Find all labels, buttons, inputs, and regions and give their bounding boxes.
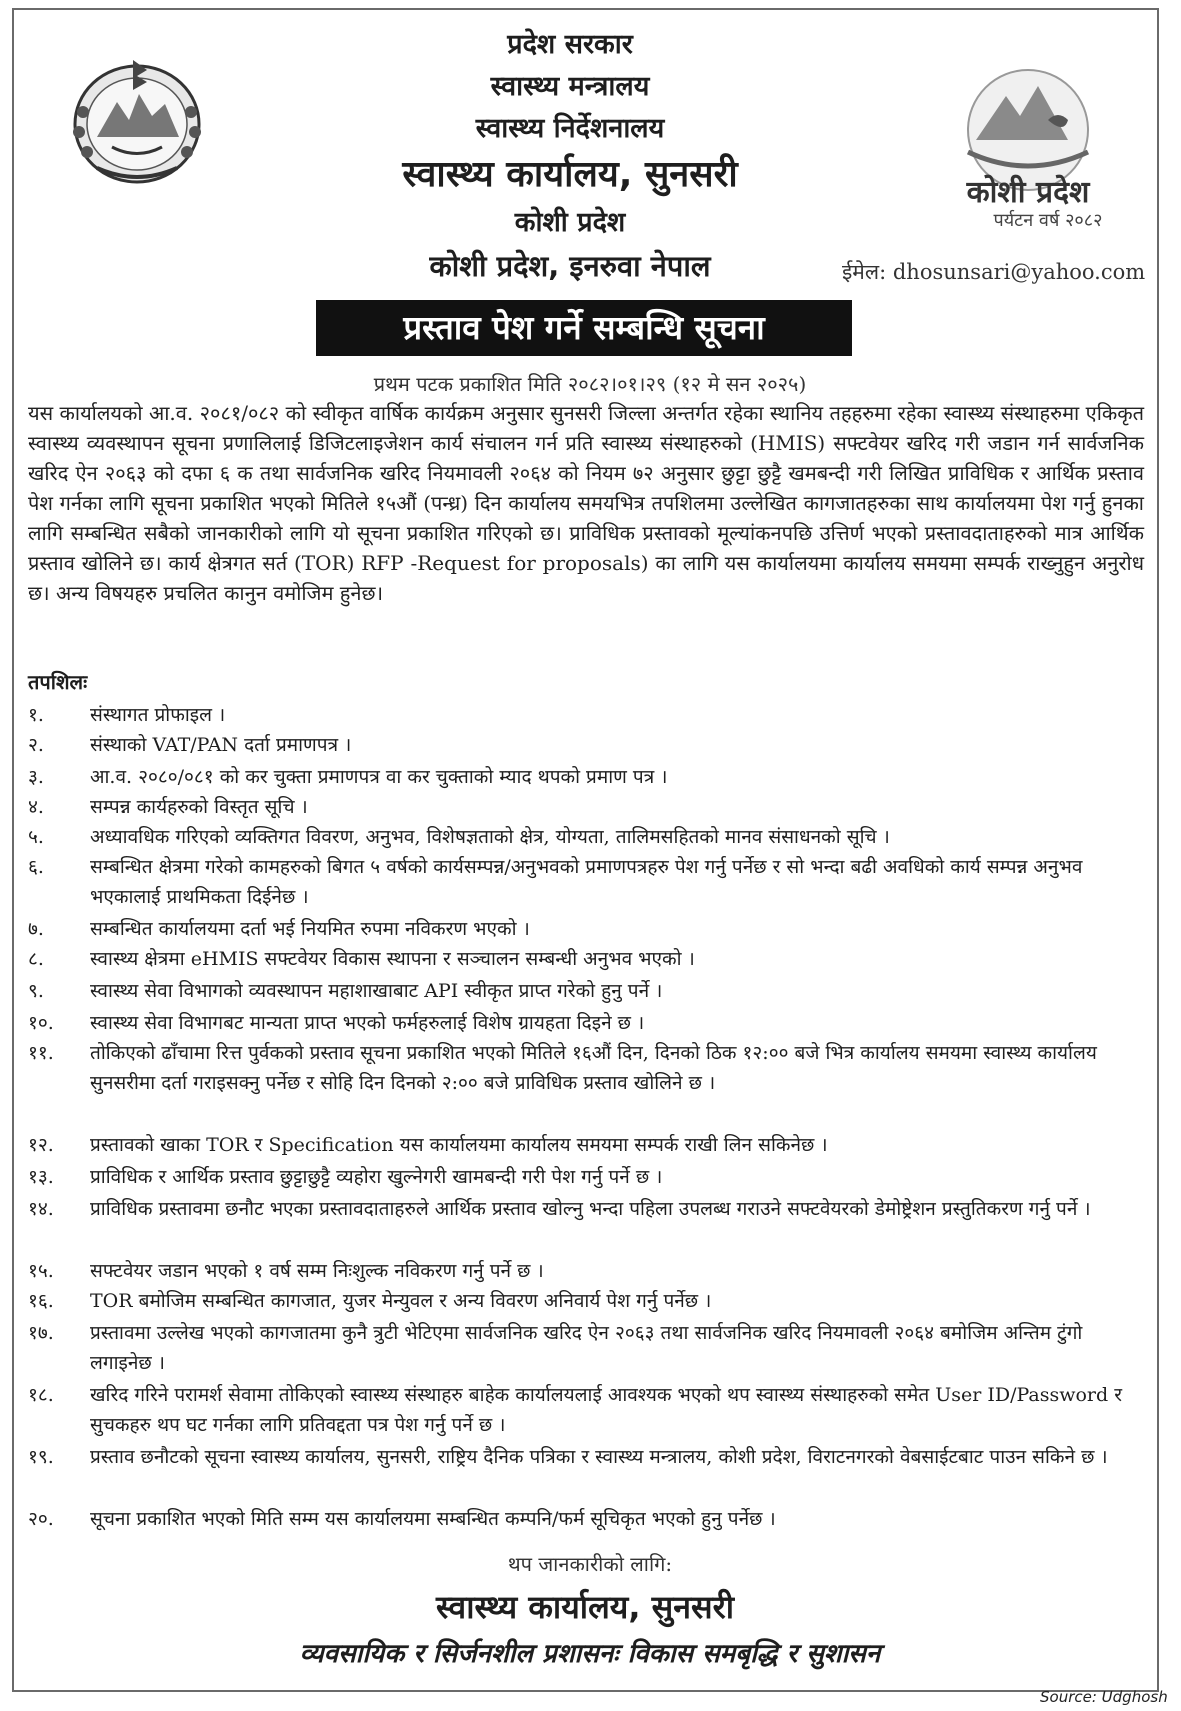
item-text: स्वास्थ्य सेवा विभागबट मान्यता प्राप्त भएको फर्महरुलाई विशेष ग्रायहता दिइने छ । (90, 1012, 645, 1034)
more-info-label: थप जानकारीको लागि: (507, 1552, 673, 1576)
item-text: प्राविधिक र आर्थिक प्रस्ताव छुट्टाछुट्टै व्यहोरा खुल्नेगरी खामबन्दी गरी पेश गर्नु पर्ने छ । (90, 1166, 663, 1188)
item-number: २०. (28, 1508, 54, 1530)
notice-body: यस कार्यालयको आ.व. २०८१/०८२ को स्वीकृत वार्षिक कार्यक्रम अनुसार सुनसरी जिल्ला अन्तर्गत रहेका स्थानिय तहहरुमा रहेका स्वास्थ्य संस्थाहरुमा एकिकृत स्वास्थ्य व्यवस्थापन सूचना प्रणालिलाई डिजिटलाइजेशन कार्य संचालन गर्न प्रति स्वास्थ्य संस्थाहरुको (HMIS) सफ्टवेयर खरिद गरी जडान गर्न सार्वजनिक खरिद ऐन २०६३ को दफा ६ क तथा सार्वजनिक खरिद नियमावली २०६४ को नियम ७२ अनुसार छुट्टा छुट्टै खमबन्दी गरी लिखित प्राविधिक र आर्थिक प्रस्ताव पेश गर्नका लागि सूचना प्रकाशित भएको मितिले १५औं (पन्ध्र) दिन कार्यालय समयभित्र तपशिलमा उल्लेखित कागजातहरुका साथ कार्यालयमा पेश गर्नु हुनका लागि सम्बन्धित सबैको जानकारीको लागि यो सूचना प्रकाशित गरिएको छ। प्राविधिक प्रस्तावको मूल्यांकनपछि उत्तिर्ण भएको प्रस्तावदाताहरुको मात्र आर्थिक प्रस्ताव खोलिने छ। कार्य क्षेत्रगत सर्त (TOR) RFP -Request for proposals) का लागि यस कार्यालयमा कार्यालय समयमा सम्पर्क राख्नुहुन अनुरोध छ। अन्य विषयहरु प्रचलित कानुन वमोजिम हुनेछ। (28, 401, 1144, 605)
header-line-3: स्वास्थ्य निर्देशनालय (475, 113, 665, 144)
source-credit: Source: Udghosh (1040, 1688, 1168, 1706)
header-line-1: प्रदेश सरकार (507, 29, 633, 60)
item-number: १६. (28, 1290, 54, 1312)
list-item (28, 1256, 1144, 1286)
item-text: सम्बन्धित कार्यालयमा दर्ता भई नियमित रुपमा नविकरण भएको । (90, 918, 530, 940)
item-text: सम्पन्न कार्यहरुको विस्तृत सूचि । (90, 796, 308, 818)
koshi-province-logo (928, 60, 1123, 235)
logo-tagline: पर्यटन वर्ष २०८२ (993, 210, 1103, 231)
item-text: प्रस्ताव छनौटको सूचना स्वास्थ्य कार्यालय, सुनसरी, राष्ट्रिय दैनिक पत्रिका र स्वास्थ्य मन्त्रालय, कोशी प्रदेश, विराटनगरको वेबसाईटबाट पाउन सकिने छ । (90, 1446, 1108, 1468)
item-number: ७. (28, 918, 44, 940)
item-number: १९. (28, 1446, 54, 1468)
item-number: १. (28, 704, 44, 726)
province-name: कोशी प्रदेश (514, 207, 626, 238)
list-item (28, 1318, 1144, 1378)
logo-name: कोशी प्रदेश (966, 175, 1090, 210)
item-text: प्राविधिक प्रस्तावमा छनौट भएका प्रस्तावदाताहरुले आर्थिक प्रस्ताव खोल्नु भन्दा पहिला उपलब्ध गराउने सफ्टवेयरको डेमोष्ट्रेशन प्रस्तुतिकरण गर्नु पर्ने । (90, 1198, 1091, 1220)
list-item (28, 1442, 1144, 1472)
item-number: ३. (28, 766, 44, 788)
item-text: सम्बन्धित क्षेत्रमा गरेको कामहरुको बिगत ५ वर्षको कार्यसम्पन्न/अनुभवको प्रमाणपत्रहरु पेश गर्नु पर्नेछ र सो भन्दा बढी अवधिको कार्य सम्पन्न अनुभव भएकालाई प्राथमिकता दिईनेछ । (90, 856, 1083, 908)
list-item (28, 1130, 1144, 1160)
list-item (28, 1038, 1144, 1098)
koshi-logo-graphic-icon (928, 60, 1123, 235)
item-text: अध्यावधिक गरिएको व्यक्तिगत विवरण, अनुभव, विशेषज्ञताको क्षेत्र, योग्यता, तालिमसहितको मानव संसाधनको सूचि । (90, 826, 890, 848)
item-text: TOR बमोजिम सम्बन्धित कागजात, युजर मेन्युवल र अन्य विवरण अनिवार्य पेश गर्नु पर्नेछ । (90, 1290, 712, 1312)
item-text: संस्थागत प्रोफाइल । (90, 704, 226, 726)
item-number: १०. (28, 1012, 54, 1034)
list-item (28, 1162, 1144, 1192)
item-text: सफ्टवेयर जडान भएको १ वर्ष सम्म निःशुल्क नविकरण गर्नु पर्ने छ । (90, 1260, 544, 1282)
list-item (28, 852, 1144, 912)
list-item (28, 730, 1144, 760)
item-number: ५. (28, 826, 44, 848)
list-item (28, 762, 1144, 792)
office-name: स्वास्थ्य कार्यालय, सुनसरी (402, 154, 738, 195)
list-item (28, 914, 1144, 944)
item-text: सूचना प्रकाशित भएको मिति सम्म यस कार्यालयमा सम्बन्धित कम्पनि/फर्म सूचिकृत भएको हुनु पर्नेछ । (90, 1508, 776, 1530)
list-item (28, 700, 1144, 730)
footer-office-name: स्वास्थ्य कार्यालय, सुनसरी (435, 1588, 735, 1626)
publish-date: प्रथम पटक प्रकाशित मिति २०८२।०१।२९ (१२ मे सन २०२५) (373, 372, 807, 396)
list-item (28, 1008, 1144, 1038)
item-number: ११. (28, 1042, 54, 1064)
item-text: प्रस्तावको खाका TOR र Specification यस कार्यालयमा कार्यालय समयमा सम्पर्क राखी लिन सकिनेछ । (90, 1134, 828, 1156)
email-address: ईमेल: dhosunsari@yahoo.com (842, 260, 1146, 284)
notice-title: प्रस्ताव पेश गर्ने सम्बन्धि सूचना (316, 300, 852, 356)
item-number: २. (28, 734, 44, 756)
list-item (28, 976, 1144, 1006)
item-number: ८. (28, 948, 44, 970)
item-text: स्वास्थ्य क्षेत्रमा eHMIS सफ्टवेयर विकास स्थापना र सञ्चालन सम्बन्धी अनुभव भएको । (90, 948, 695, 970)
item-text: आ.व. २०८०/०८१ को कर चुक्ता प्रमाणपत्र वा कर चुक्ताको म्याद थपको प्रमाण पत्र । (90, 766, 668, 788)
item-number: १७. (28, 1322, 54, 1344)
item-text: प्रस्तावमा उल्लेख भएको कागजातमा कुनै त्रुटी भेटिएमा सार्वजनिक खरिद ऐन २०६३ तथा सार्वजनिक खरिद नियमावली २०६४ बमोजिम अन्तिम टुंगो लगाइनेछ । (90, 1322, 1083, 1374)
item-number: ९. (28, 980, 44, 1002)
header-line-2: स्वास्थ्य मन्त्रालय (490, 71, 650, 102)
office-address: कोशी प्रदेश, इनरुवा नेपाल (429, 249, 711, 283)
item-text: खरिद गरिने परामर्श सेवामा तोकिएको स्वास्थ्य संस्थाहरु बाहेक कार्यालयलाई आवश्यक भएको थप स्वास्थ्य संस्थाहरुको समेत User ID/Password र सुचकहरु थप घट गर्नका लागि प्रतिवद्दता पत्र पेश गर्नु पर्ने छ । (90, 1384, 1122, 1436)
item-number: १८. (28, 1384, 54, 1406)
item-text: संस्थाको VAT/PAN दर्ता प्रमाणपत्र । (90, 734, 352, 756)
item-text: स्वास्थ्य सेवा विभागको व्यवस्थापन महाशाखाबाट API स्वीकृत प्राप्त गरेको हुनु पर्ने । (90, 980, 663, 1002)
list-item (28, 944, 1144, 974)
item-number: ६. (28, 856, 44, 878)
list-item (28, 792, 1144, 822)
list-item (28, 1286, 1144, 1316)
item-text: तोकिएको ढाँचामा रित्त पुर्वकको प्रस्ताव सूचना प्रकाशित भएको मितिले १६औं दिन, दिनको ठिक १२:०० बजे भित्र कार्यालय समयमा स्वास्थ्य कार्यालय सुनसरीमा दर्ता गराइसक्नु पर्नेछ र सोहि दिन दिनको २:०० बजे प्राविधिक प्रस्ताव खोलिने छ । (90, 1042, 1097, 1094)
item-number: १३. (28, 1166, 54, 1188)
nepal-emblem-icon (57, 42, 217, 192)
item-number: १२. (28, 1134, 54, 1156)
footer-slogan: व्यवसायिक र सिर्जनशील प्रशासनः विकास समबृद्धि र सुशासन (299, 1639, 881, 1669)
list-item (28, 1194, 1144, 1224)
list-item (28, 822, 1144, 852)
list-item (28, 1380, 1144, 1440)
item-number: ४. (28, 796, 44, 818)
list-heading: तपशिलः (28, 670, 88, 694)
item-number: १५. (28, 1260, 54, 1282)
list-item (28, 1504, 1144, 1534)
item-number: १४. (28, 1198, 54, 1220)
